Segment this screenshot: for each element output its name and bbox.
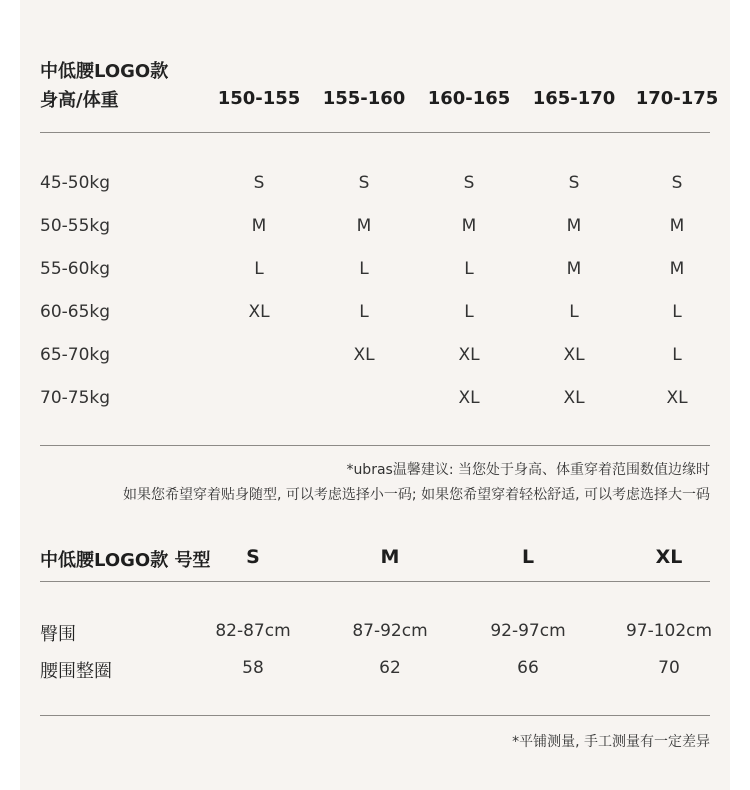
weight-label: 50-55kg — [40, 216, 111, 236]
table1-title: 中低腰LOGO款 — [40, 61, 169, 82]
height-header: 170-175 — [635, 88, 719, 109]
height-header: 160-165 — [427, 88, 511, 109]
size-cell: L — [464, 259, 474, 279]
height-header: 155-160 — [322, 88, 406, 109]
size-cell: S — [358, 173, 370, 193]
size-cell: L — [672, 302, 682, 322]
weight-label: 70-75kg — [40, 388, 111, 408]
table2-header: 中低腰LOGO款 号型 — [40, 550, 211, 571]
weight-label: 45-50kg — [40, 173, 111, 193]
measure-cell: 87-92cm — [352, 621, 428, 641]
divider — [40, 715, 710, 716]
height-header: 165-170 — [532, 88, 616, 109]
measure-cell: 82-87cm — [215, 621, 291, 641]
measurement-note: *平铺测量, 手工测量有一定差异 — [512, 734, 710, 750]
measure-cell: 62 — [379, 658, 401, 678]
sizing-advice-line1: *ubras温馨建议: 当您处于身高、体重穿着范围数值边缘时 — [346, 462, 710, 478]
size-cell: S — [253, 173, 265, 193]
size-cell: S — [463, 173, 475, 193]
table1-subtitle: 身高/体重 — [40, 90, 119, 111]
divider — [40, 445, 710, 446]
size-header: XL — [655, 546, 683, 568]
size-header: L — [521, 546, 535, 568]
measure-cell: 66 — [517, 658, 539, 678]
size-cell: L — [569, 302, 579, 322]
size-cell: L — [254, 259, 264, 279]
size-cell: S — [671, 173, 683, 193]
divider — [40, 132, 710, 133]
weight-label: 60-65kg — [40, 302, 111, 322]
measure-cell: 97-102cm — [625, 621, 713, 641]
size-cell: XL — [563, 388, 585, 408]
height-header: 150-155 — [217, 88, 301, 109]
measure-cell: 92-97cm — [490, 621, 566, 641]
size-cell: L — [672, 345, 682, 365]
size-cell: M — [669, 259, 685, 279]
size-cell: L — [359, 302, 369, 322]
weight-label: 65-70kg — [40, 345, 111, 365]
size-cell: XL — [458, 345, 480, 365]
measure-label-hip: 臀围 — [40, 624, 76, 645]
size-cell: XL — [248, 302, 270, 322]
size-cell: XL — [458, 388, 480, 408]
measure-cell: 58 — [242, 658, 264, 678]
size-cell: L — [464, 302, 474, 322]
size-cell: L — [359, 259, 369, 279]
size-cell: M — [461, 216, 477, 236]
size-header: M — [380, 546, 400, 568]
size-header: S — [246, 546, 260, 568]
size-cell: S — [568, 173, 580, 193]
size-cell: M — [566, 216, 582, 236]
size-cell: M — [356, 216, 372, 236]
size-cell: XL — [666, 388, 688, 408]
sizing-advice-line2: 如果您希望穿着贴身随型, 可以考虑选择小一码; 如果您希望穿着轻松舒适, 可以考虑选择大一码 — [123, 487, 710, 503]
size-cell: M — [251, 216, 267, 236]
divider — [40, 581, 710, 582]
measure-label-waist: 腰围整圈 — [40, 661, 112, 682]
size-cell: M — [566, 259, 582, 279]
weight-label: 55-60kg — [40, 259, 111, 279]
size-cell: XL — [353, 345, 375, 365]
size-cell: XL — [563, 345, 585, 365]
size-cell: M — [669, 216, 685, 236]
measure-cell: 70 — [658, 658, 680, 678]
